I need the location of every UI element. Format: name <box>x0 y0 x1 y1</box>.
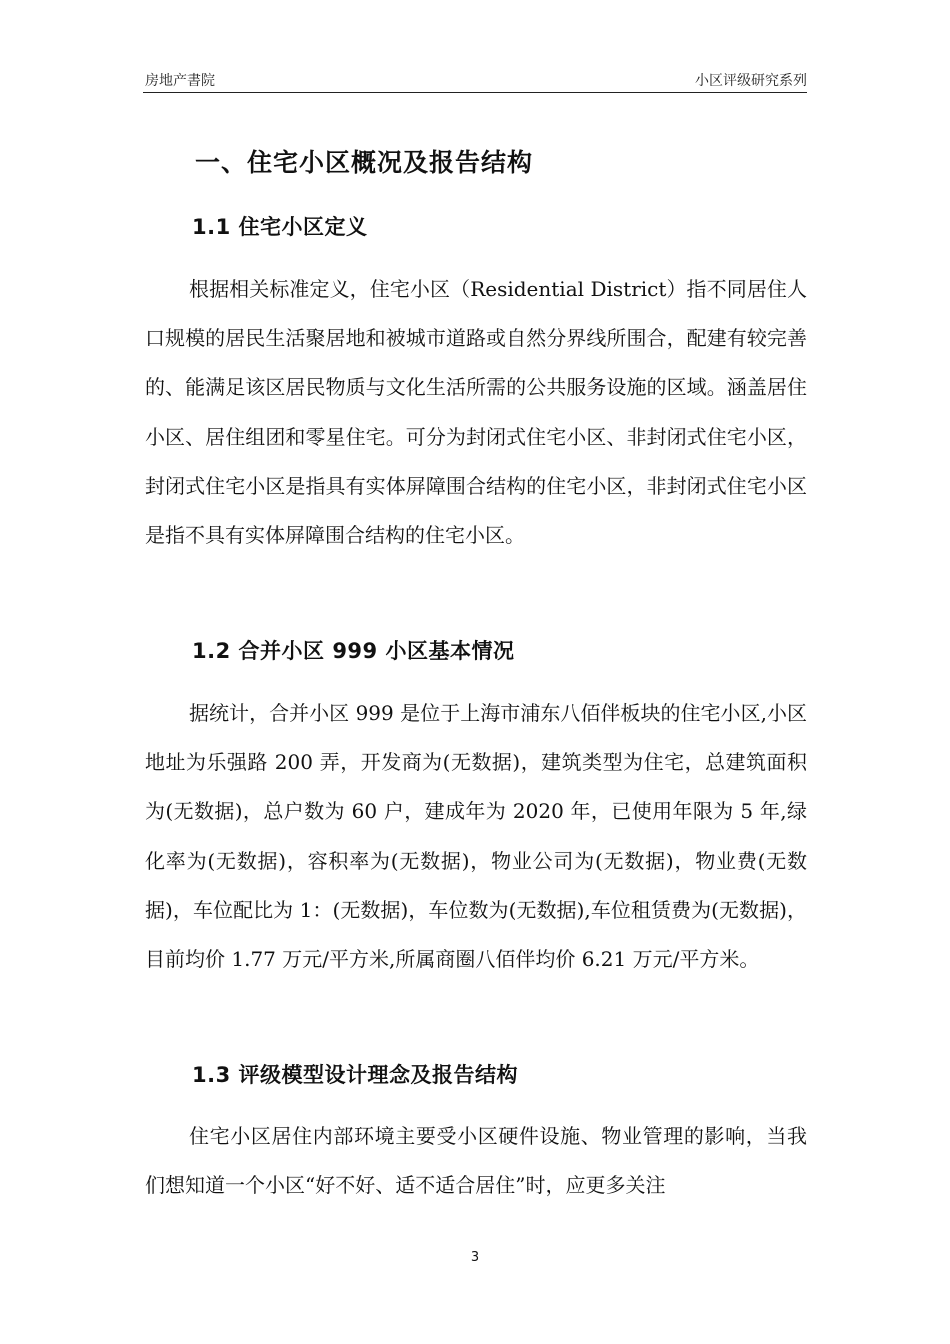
section-heading-1-1: 1.1 住宅小区定义 <box>192 215 368 239</box>
page-number: 3 <box>470 1250 480 1265</box>
header-left-text: 房地产書院 <box>145 73 215 89</box>
section-heading-1-2: 1.2 合并小区 999 小区基本情况 <box>192 639 515 663</box>
header-right-text: 小区评级研究系列 <box>695 73 807 89</box>
chapter-title: 一、住宅小区概况及报告结构 <box>195 148 534 177</box>
section-paragraph-1-2: 据统计，合并小区 999 是位于上海市浦东八佰伴板块的住宅小区,小区地址为乐强路 200 弄，开发商为(无数据)，建筑类型为住宅，总建筑面积为(无数据)，总户数为 60 户，建成年为 2020 年，已使用年限为 5 年,绿化率为(无数据)，容积率为(无数据)，物业公司为(无数据)，物业费(无数据)，车位配比为 1：(无数据)，车位数为(无数据),车位租赁费为(无数据)，目前均价 1.77 万元/平方米,所属商圈八佰伴均价 6.21 万元/平方米。 <box>145 701 807 972</box>
section-paragraph-1-1: 根据相关标准定义，住宅小区（Residential District）指不同居住人口规模的居民生活聚居地和被城市道路或自然分界线所围合，配建有较完善的、能满足该区居民物质与文化生活所需的公共服务设施的区域。涵盖居住小区、居住组团和零星住宅。可分为封闭式住宅小区、非封闭式住宅小区，封闭式住宅小区是指具有实体屏障围合结构的住宅小区，非封闭式住宅小区是指不具有实体屏障围合结构的住宅小区。 <box>145 277 807 548</box>
header-divider <box>143 92 807 93</box>
section-heading-1-3: 1.3 评级模型设计理念及报告结构 <box>192 1063 519 1087</box>
section-paragraph-1-3: 住宅小区居住内部环境主要受小区硬件设施、物业管理的影响，当我们想知道一个小区“好不好、适不适合居住”时，应更多关注 <box>145 1124 807 1198</box>
